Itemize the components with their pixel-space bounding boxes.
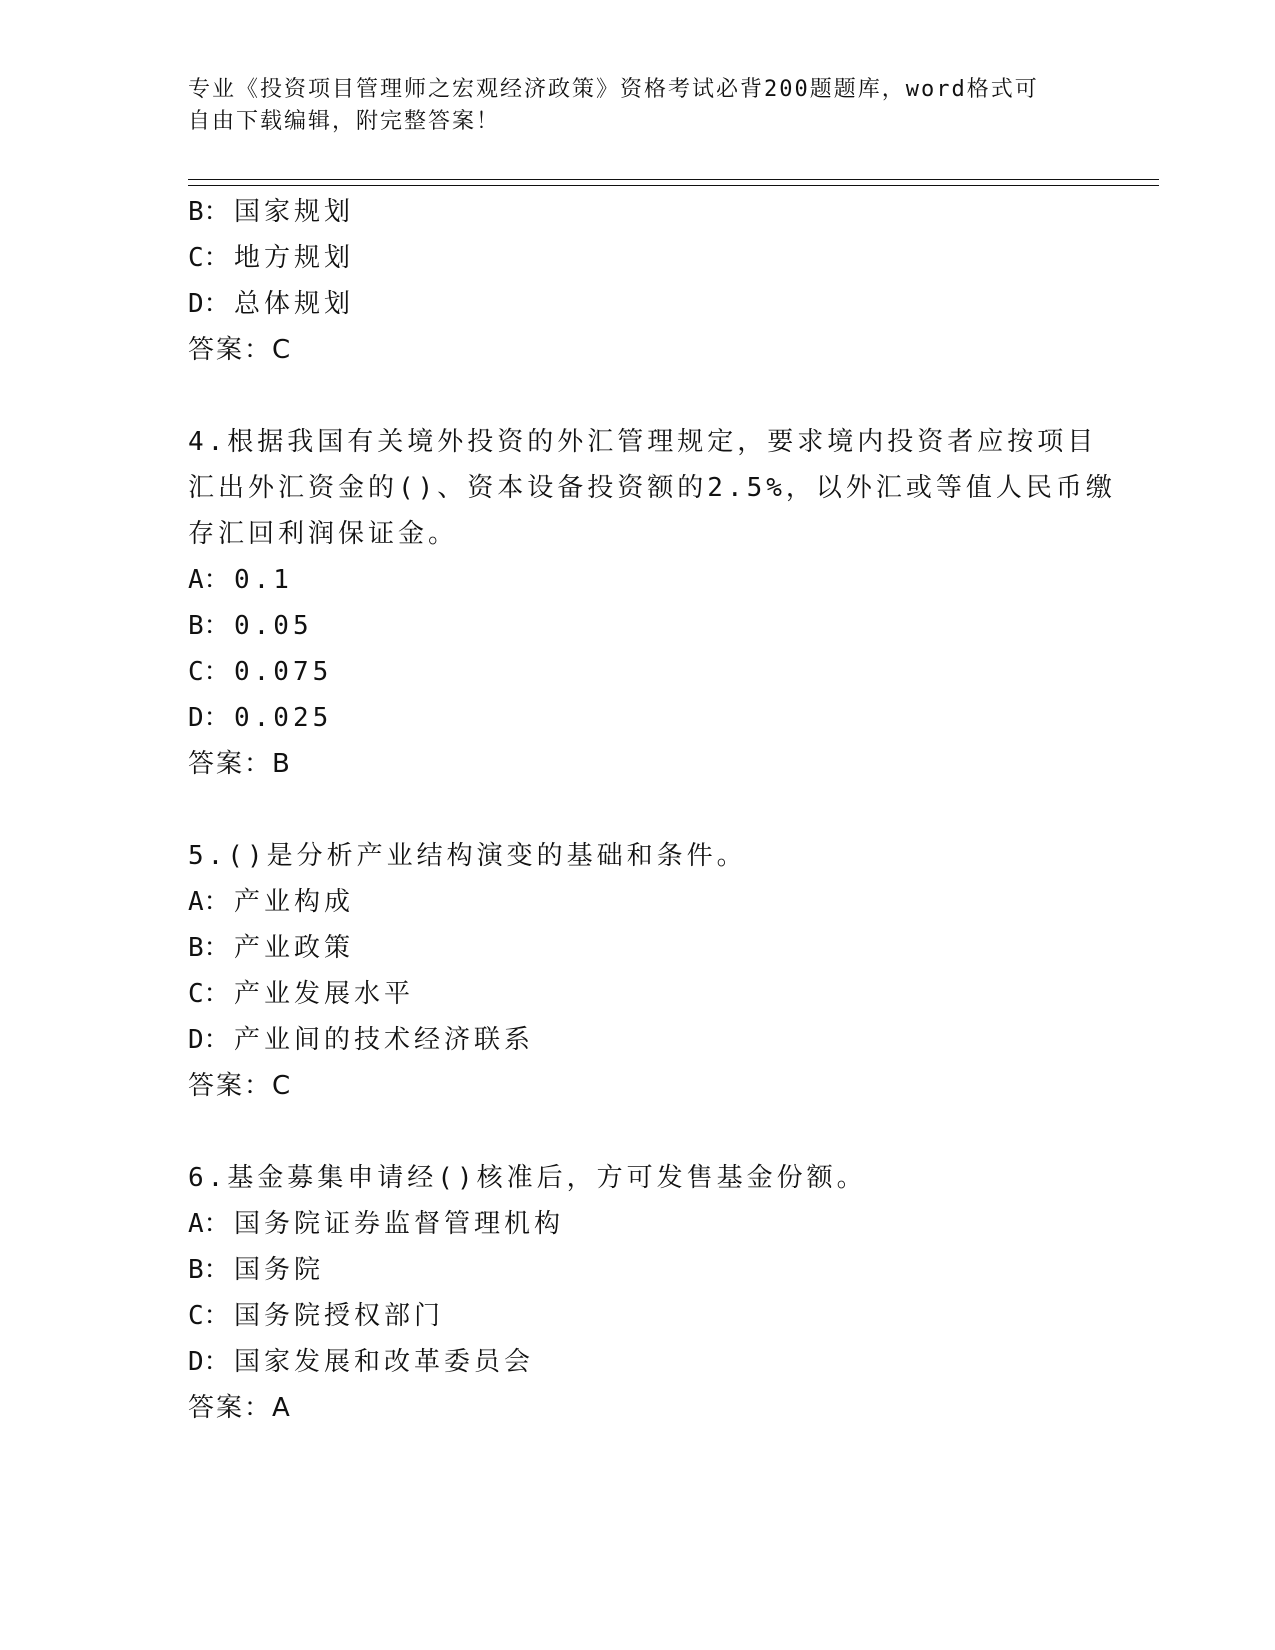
answer-line: 答案：B [188, 749, 292, 779]
option-text: 国务院证券监督管理机构 [234, 1209, 565, 1239]
option-key: B： [188, 611, 230, 641]
option-text: 产业构成 [234, 887, 355, 917]
page-header [188, 74, 1068, 138]
option-key: B： [188, 197, 230, 227]
option-d [188, 695, 1088, 741]
answer-line: 答案：A [188, 1393, 292, 1423]
question-3-tail [188, 189, 1088, 373]
option-text: 总体规划 [234, 289, 355, 319]
option-b [188, 1247, 1088, 1293]
option-key: D： [188, 1347, 230, 1377]
spacer [188, 373, 1088, 419]
option-a [188, 879, 1088, 925]
option-a [188, 1201, 1088, 1247]
option-key: D： [188, 1025, 230, 1055]
option-text: 0.05 [234, 611, 313, 641]
option-key: A： [188, 1209, 230, 1239]
option-key: C： [188, 657, 230, 687]
question-stem-line: 5.()是分析产业结构演变的基础和条件。 [188, 841, 747, 871]
question-stem-line: 存汇回利润保证金。 [188, 519, 459, 549]
option-key: A： [188, 887, 230, 917]
option-c [188, 649, 1088, 695]
option-text: 国家规划 [234, 197, 355, 227]
question-stem-line: 汇出外汇资金的()、资本设备投资额的2.5%，以外汇或等值人民币缴 [188, 473, 1116, 503]
option-b [188, 603, 1088, 649]
option-text: 0.1 [234, 565, 293, 595]
option-a [188, 557, 1088, 603]
option-d [188, 1339, 1088, 1385]
option-text: 0.025 [234, 703, 333, 733]
option-text: 产业间的技术经济联系 [234, 1025, 535, 1055]
option-key: B： [188, 933, 230, 963]
question-list [188, 189, 1116, 1431]
header-divider-bottom [188, 185, 1159, 186]
option-key: A： [188, 565, 230, 595]
answer-line: 答案：C [188, 1071, 293, 1101]
option-text: 国务院 [234, 1255, 325, 1285]
spacer [188, 1109, 1088, 1155]
question-4 [188, 419, 1116, 787]
option-text: 国务院授权部门 [234, 1301, 445, 1331]
option-key: C： [188, 243, 230, 273]
option-key: D： [188, 703, 230, 733]
option-c [188, 971, 1088, 1017]
option-c [188, 1293, 1088, 1339]
option-key: D： [188, 289, 230, 319]
header-title-line-1: 专业《投资项目管理师之宏观经济政策》资格考试必背200题题库，word格式可 [188, 77, 1039, 102]
spacer [188, 787, 1088, 833]
option-key: B： [188, 1255, 230, 1285]
option-text: 地方规划 [234, 243, 355, 273]
question-5 [188, 833, 1088, 1109]
header-divider-top [188, 179, 1159, 180]
option-d [188, 281, 1088, 327]
question-stem-line: 4.根据我国有关境外投资的外汇管理规定，要求境内投资者应按项目 [188, 427, 1098, 457]
question-6 [188, 1155, 1088, 1431]
option-b [188, 189, 1088, 235]
option-text: 产业政策 [234, 933, 355, 963]
answer-line: 答案：C [188, 335, 293, 365]
option-text: 产业发展水平 [234, 979, 415, 1009]
option-c [188, 235, 1088, 281]
question-stem-line: 6.基金募集申请经()核准后，方可发售基金份额。 [188, 1163, 867, 1193]
header-title-line-2: 自由下载编辑，附完整答案！ [188, 109, 501, 134]
option-text: 国家发展和改革委员会 [234, 1347, 535, 1377]
option-key: C： [188, 1301, 230, 1331]
option-d [188, 1017, 1088, 1063]
option-text: 0.075 [234, 657, 333, 687]
option-b [188, 925, 1088, 971]
option-key: C： [188, 979, 230, 1009]
